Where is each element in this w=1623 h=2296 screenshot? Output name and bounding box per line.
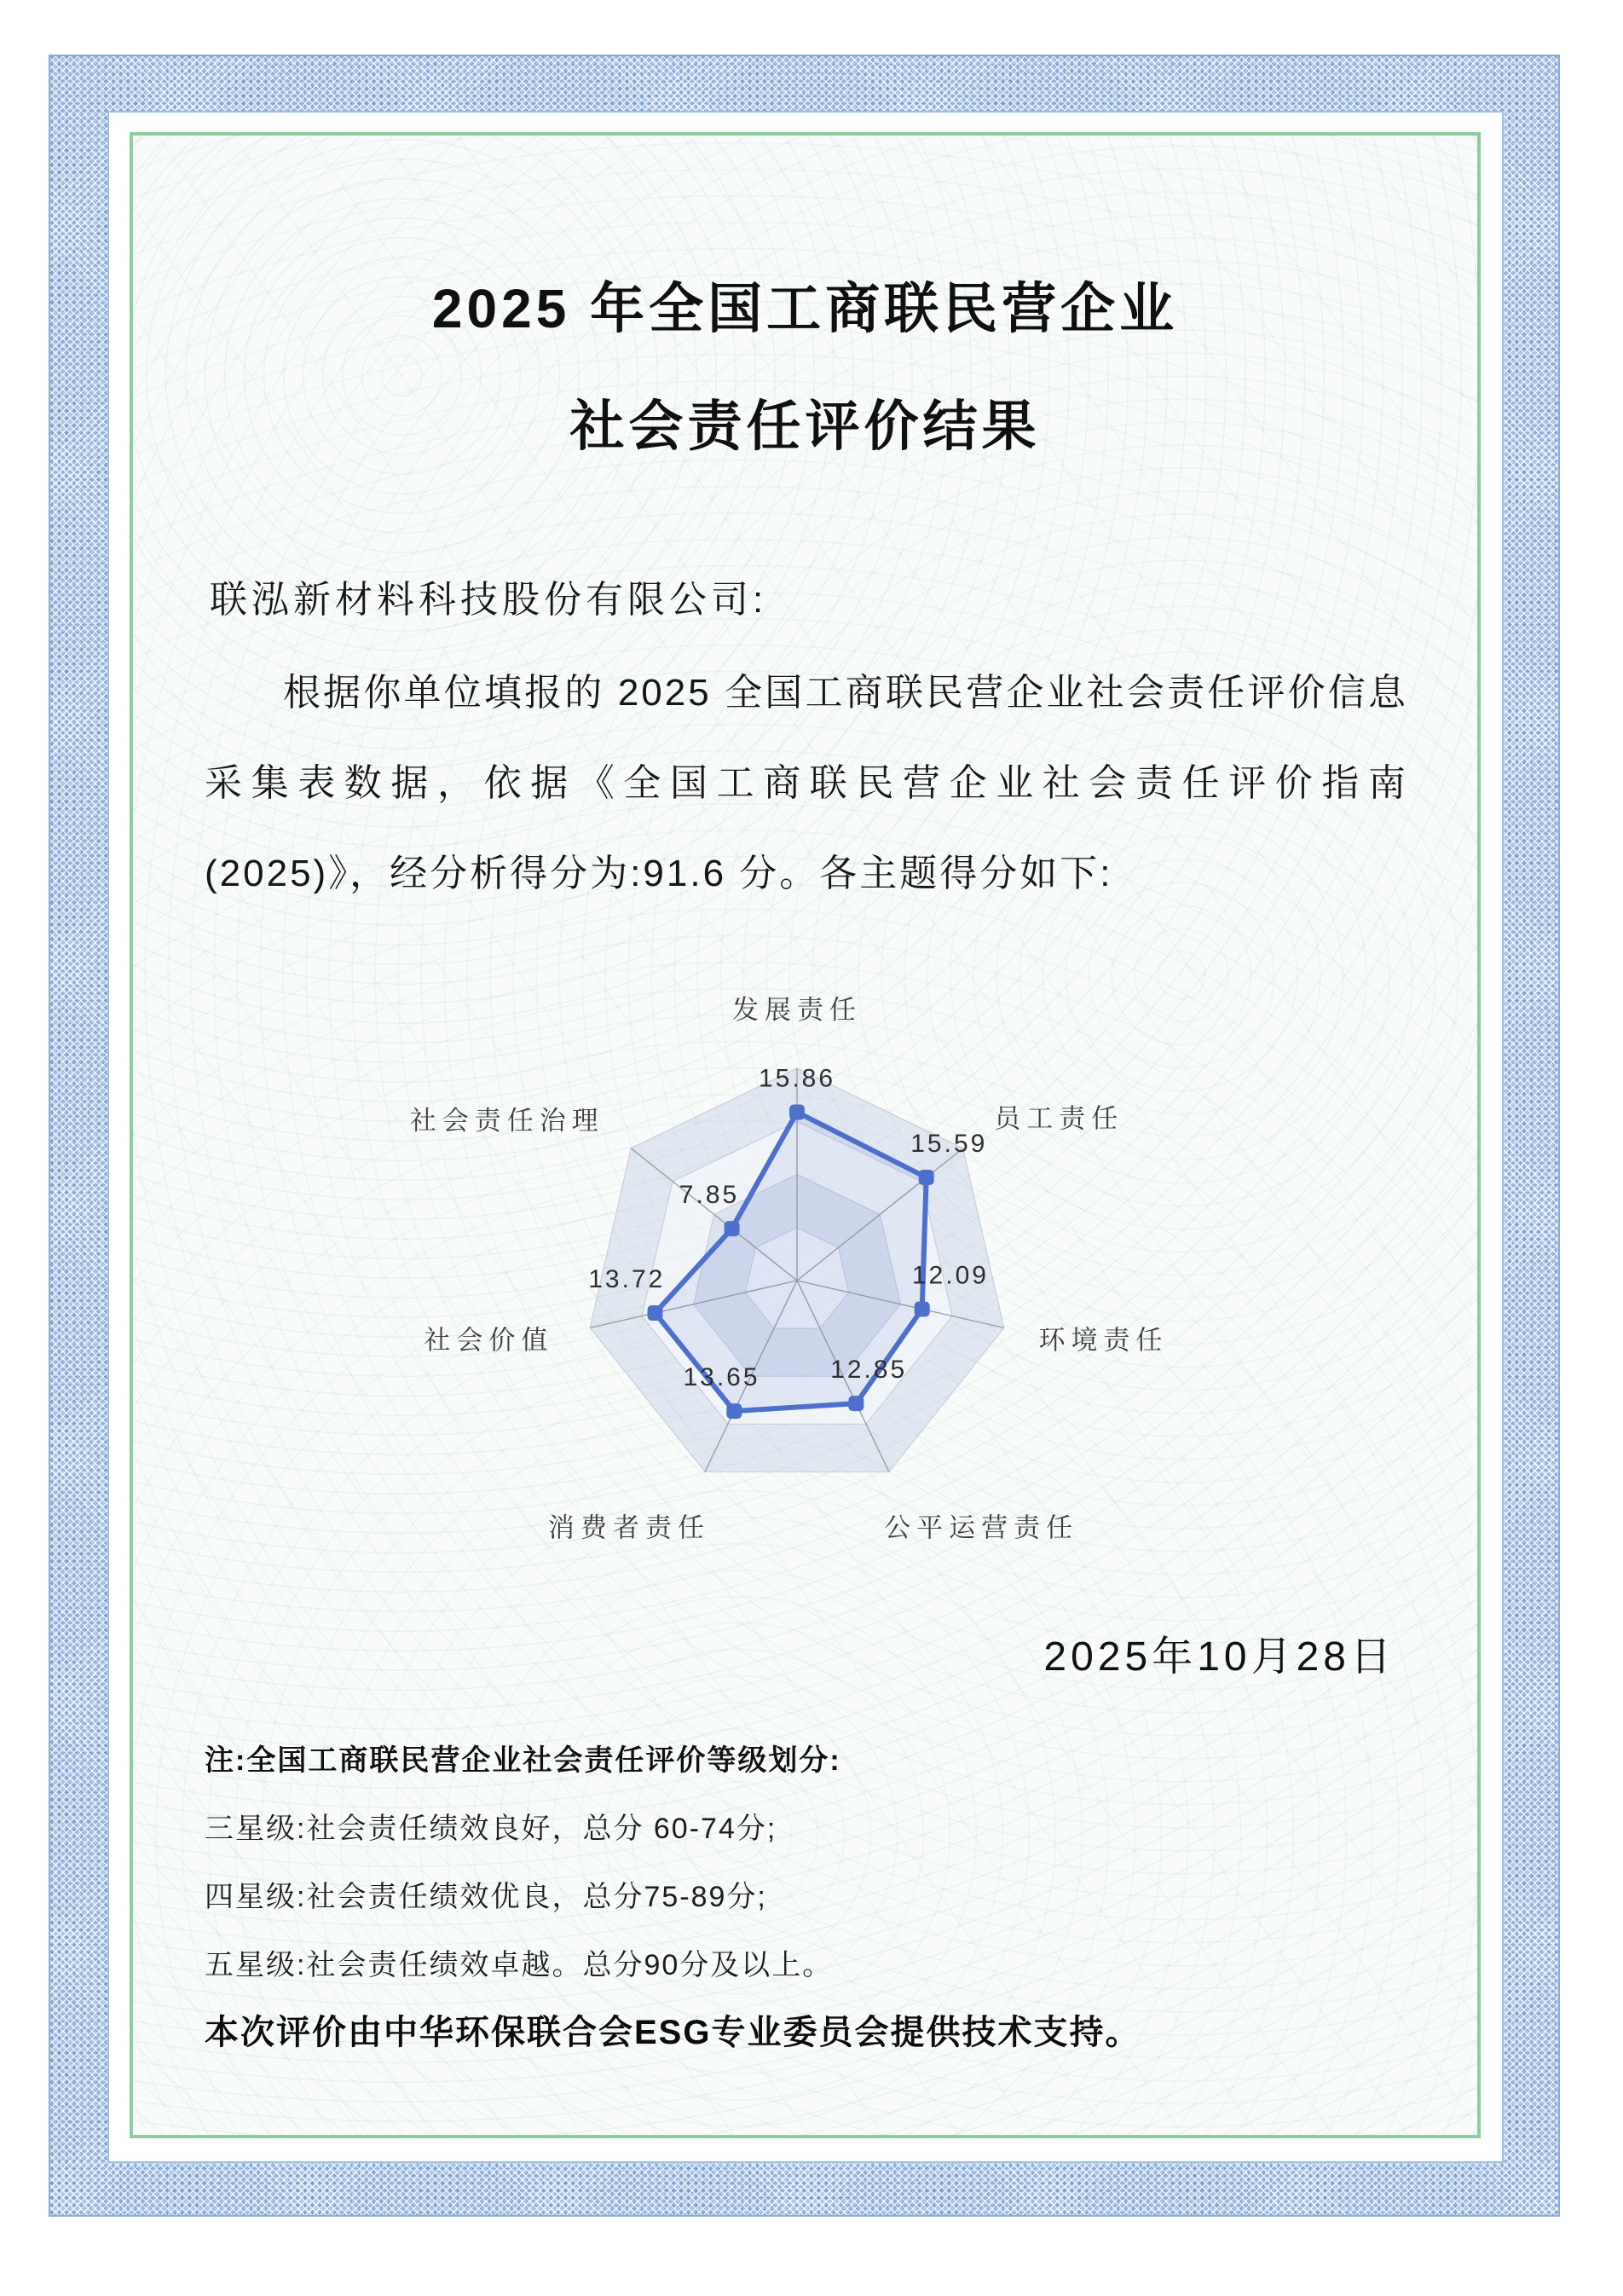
certificate-body	[130, 132, 1481, 2138]
radar-data-point	[789, 1105, 805, 1120]
radar-category-label: 社会价值	[424, 1325, 554, 1356]
note-level-four-star: 四星级:社会责任绩效优良，总分75-89分;	[205, 1881, 767, 1913]
radar-data-point	[919, 1170, 934, 1185]
radar-value-label: 13.65	[683, 1363, 760, 1392]
radar-data-point	[915, 1302, 930, 1317]
radar-value-label: 7.85	[679, 1181, 740, 1210]
footnotes	[205, 1745, 1402, 2050]
radar-category-label: 消费者责任	[547, 1512, 710, 1543]
radar-value-label: 13.72	[588, 1265, 666, 1293]
note-heading: 注:全国工商联民营企业社会责任评价等级划分:	[205, 1744, 841, 1777]
radar-category-label: 社会责任治理	[409, 1105, 604, 1136]
note-level-five-star: 五星级:社会责任绩效卓越。总分90分及以上。	[205, 1949, 834, 1981]
radar-value-label: 15.86	[758, 1064, 836, 1093]
radar-data-point	[848, 1396, 863, 1411]
company-name: 联泓新材料科技股份有限公司:	[210, 579, 768, 621]
result-paragraph: 根据你单位填报的 2025 全国工商联民营企业社会责任评价信息采集表数据，依据《全国工商联民营企业社会责任评价指南(2025)》，经分析得分为:91.6 分。各主题得分如下:	[205, 672, 1408, 894]
radar-value-label: 15.59	[910, 1130, 988, 1158]
radar-data-point	[725, 1221, 740, 1236]
radar-category-label: 员工责任	[994, 1103, 1124, 1134]
radar-data-point	[648, 1305, 663, 1321]
radar-category-label: 发展责任	[732, 995, 862, 1026]
radar-chart	[378, 975, 1231, 1572]
certificate-title-line2: 社会责任评价结果	[569, 396, 1041, 457]
radar-category-label: 公平运营责任	[884, 1512, 1079, 1543]
radar-data-point	[726, 1403, 742, 1419]
radar-chart-svg	[378, 975, 1231, 1572]
radar-value-label: 12.85	[830, 1356, 908, 1385]
radar-value-label: 12.09	[911, 1261, 989, 1290]
technical-support-line: 本次评价由中华环保联合会ESG专业委员会提供技术支持。	[205, 2014, 1141, 2051]
certificate-title-line1: 2025 年全国工商联民营企业	[431, 278, 1179, 339]
note-level-three-star: 三星级:社会责任绩效良好，总分 60-74分;	[205, 1813, 777, 1845]
radar-category-label: 环境责任	[1038, 1325, 1169, 1356]
issue-date: 2025年10月28日	[1043, 1634, 1395, 1680]
